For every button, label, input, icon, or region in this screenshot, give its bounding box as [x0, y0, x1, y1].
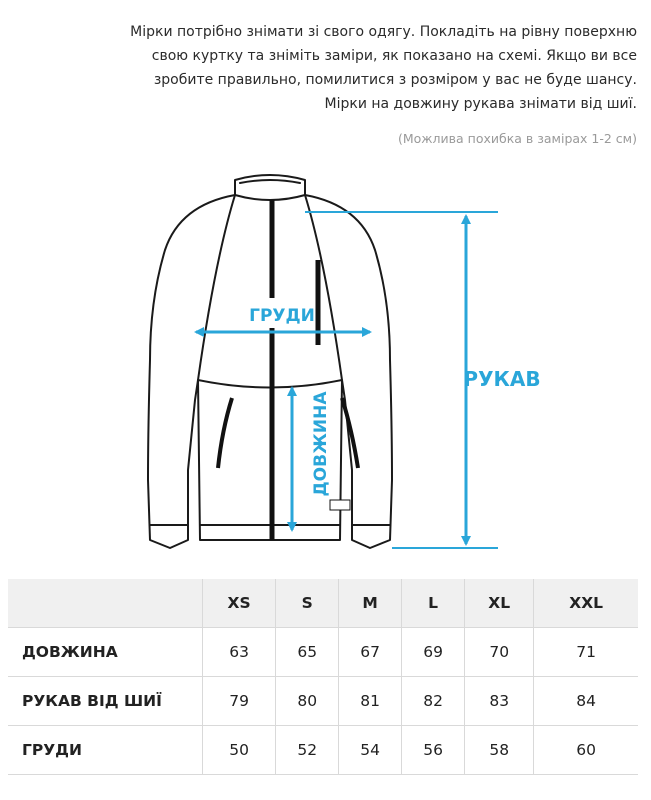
table-cell: 84	[534, 677, 638, 726]
chest-label: ГРУДИ	[249, 306, 315, 326]
table-cell: 71	[534, 628, 638, 677]
size-header: XXL	[534, 579, 638, 628]
intro-text	[20, 20, 637, 116]
size-header: XS	[203, 579, 276, 628]
jacket-collar	[235, 175, 305, 200]
table-cell: 58	[465, 726, 534, 775]
table-cell: 65	[276, 628, 339, 677]
intro-line: свою куртку та зніміть заміри, як показано на схемі. Якщо ви все	[151, 48, 637, 64]
table-cell: 82	[402, 677, 465, 726]
table-cell: 81	[339, 677, 402, 726]
measurement-error-note: (Можлива похибка в замірах 1-2 см)	[397, 131, 637, 146]
jacket-measurement-diagram	[0, 160, 651, 570]
table-cell: 83	[465, 677, 534, 726]
brand-tag	[330, 500, 350, 510]
table-cell: 56	[402, 726, 465, 775]
table-cell: 67	[339, 628, 402, 677]
table-cell: 60	[534, 726, 638, 775]
row-label: РУКАВ ВІД ШИЇ	[8, 677, 203, 726]
size-header: S	[276, 579, 339, 628]
size-header: M	[339, 579, 402, 628]
table-cell: 54	[339, 726, 402, 775]
table-corner-cell	[8, 579, 203, 628]
table-cell: 69	[402, 628, 465, 677]
table-cell: 52	[276, 726, 339, 775]
length-label: ДОВЖИНА	[311, 391, 331, 497]
table-cell: 63	[203, 628, 276, 677]
table-cell: 79	[203, 677, 276, 726]
size-header: L	[402, 579, 465, 628]
table-row	[8, 726, 638, 775]
table-header-row	[8, 579, 638, 628]
intro-line: зробите правильно, помилитися з розміром у вас не буде шансу.	[153, 72, 637, 88]
table-row	[8, 628, 638, 677]
intro-line: Мірки потрібно знімати зі свого одягу. Покладіть на рівну поверхню	[130, 24, 637, 40]
intro-line: Мірки на довжину рукава знімати від шиї.	[324, 96, 637, 112]
table-cell: 50	[203, 726, 276, 775]
size-table	[8, 579, 638, 775]
size-header: XL	[465, 579, 534, 628]
table-row	[8, 677, 638, 726]
sleeve-label: РУКАВ	[463, 367, 541, 391]
row-label: ГРУДИ	[8, 726, 203, 775]
table-cell: 70	[465, 628, 534, 677]
row-label: ДОВЖИНА	[8, 628, 203, 677]
left-pocket	[218, 398, 232, 468]
table-cell: 80	[276, 677, 339, 726]
